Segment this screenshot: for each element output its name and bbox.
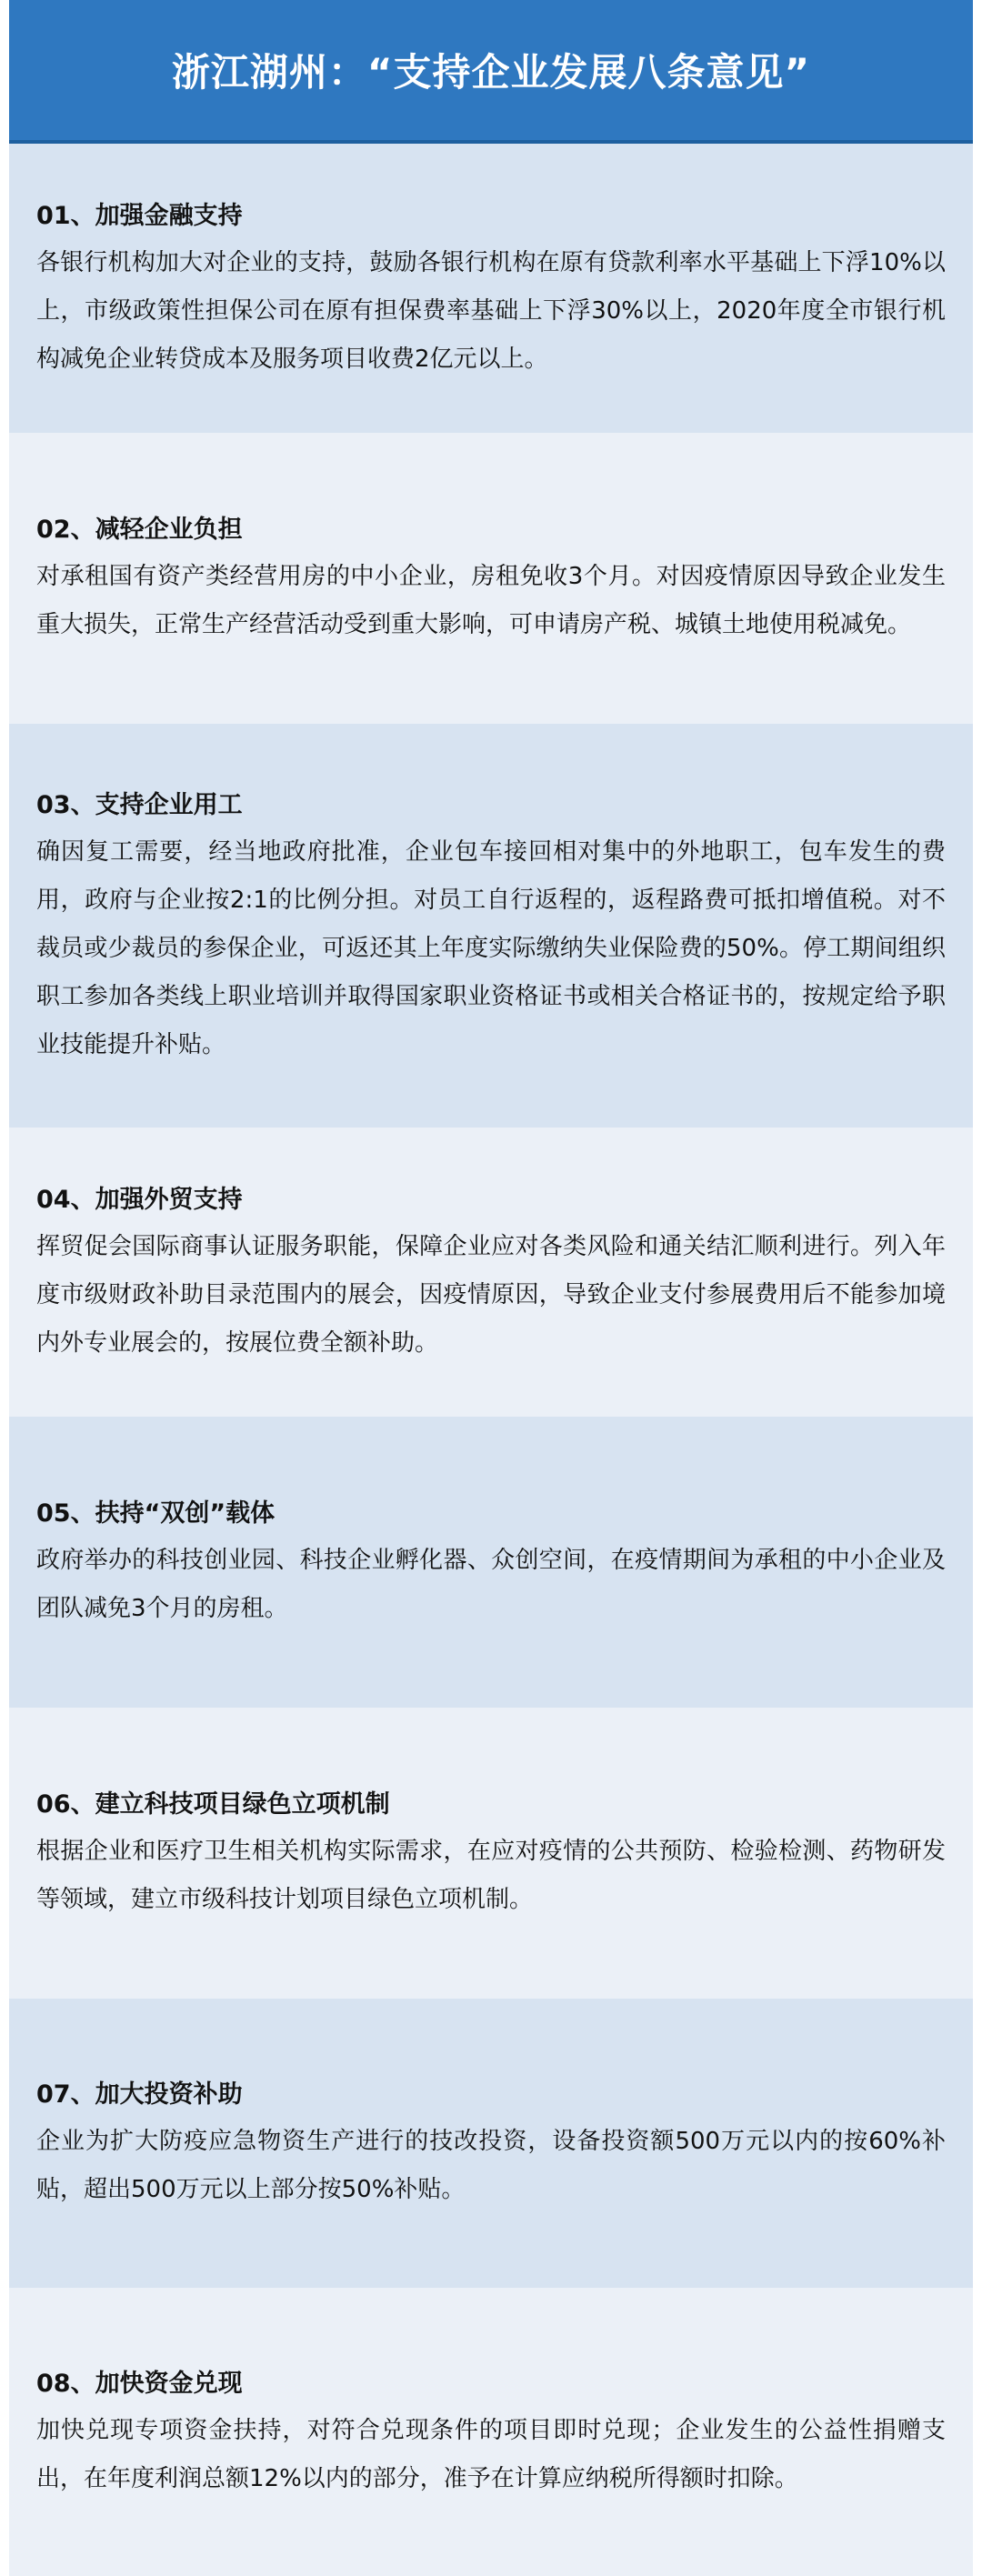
- section-title: 07、加大投资补助: [36, 2080, 243, 2109]
- section-title: 01、加强金融支持: [36, 201, 243, 230]
- section-body: 对承租国有资产类经营用房的中小企业，房租免收3个月。对因疫情原因导致企业发生重大损失，正常生产经营活动受到重大影响，可申请房产税、城镇土地使用税减免。: [36, 563, 946, 638]
- section-5: [9, 1417, 973, 1708]
- section-body: 政府举办的科技创业园、科技企业孵化器、众创空间，在疫情期间为承租的中小企业及团队减免3个月的房租。: [36, 1547, 946, 1622]
- policy-infographic: [9, 0, 973, 2576]
- section-body: 挥贸促会国际商事认证服务职能，保障企业应对各类风险和通关结汇顺利进行。列入年度市级财政补助目录范围内的展会，因疫情原因，导致企业支付参展费用后不能参加境内外专业展会的，按展位费全额补助。: [36, 1232, 946, 1357]
- header-banner: [9, 0, 973, 144]
- section-title: 06、建立科技项目绿色立项机制: [36, 1790, 390, 1819]
- section-1: [9, 144, 973, 433]
- section-title: 03、支持企业用工: [36, 790, 243, 819]
- section-title: 08、加快资金兑现: [36, 2369, 243, 2398]
- section-body: 各银行机构加大对企业的支持，鼓励各银行机构在原有贷款利率水平基础上下浮10%以上，市级政策性担保公司在原有担保费率基础上下浮30%以上，2020年度全市银行机构减免企业转贷成本及服务项目收费2亿元以上。: [36, 248, 946, 373]
- section-title: 02、减轻企业负担: [36, 516, 243, 544]
- section-7: [9, 1999, 973, 2288]
- section-3: [9, 724, 973, 1128]
- page-title: 浙江湖州：“支持企业发展八条意见”: [171, 50, 811, 95]
- section-8: [9, 2288, 973, 2576]
- section-4: [9, 1128, 973, 1417]
- section-body: 根据企业和医疗卫生相关机构实际需求，在应对疫情的公共预防、检验检测、药物研发等领域，建立市级科技计划项目绿色立项机制。: [36, 1838, 946, 1913]
- section-2: [9, 433, 973, 724]
- section-body: 加快兑现专项资金扶持，对符合兑现条件的项目即时兑现；企业发生的公益性捐赠支出，在年度利润总额12%以内的部分，准予在计算应纳税所得额时扣除。: [36, 2416, 946, 2492]
- section-6: [9, 1708, 973, 1999]
- section-title: 05、扶持“双创”载体: [36, 1499, 276, 1528]
- section-body: 企业为扩大防疫应急物资生产进行的技改投资，设备投资额500万元以内的按60%补贴，超出500万元以上部分按50%补贴。: [36, 2128, 946, 2203]
- section-body: 确因复工需要，经当地政府批准，企业包车接回相对集中的外地职工，包车发生的费用，政府与企业按2:1的比例分担。对员工自行返程的，返程路费可抵扣增值税。对不裁员或少裁员的参保企业，可返还其上年度实际缴纳失业保险费的50%。停工期间组织职工参加各类线上职业培训并取得国家职业资格证书或相关合格证书的，按规定给予职业技能提升补贴。: [36, 837, 946, 1058]
- section-title: 04、加强外贸支持: [36, 1185, 243, 1214]
